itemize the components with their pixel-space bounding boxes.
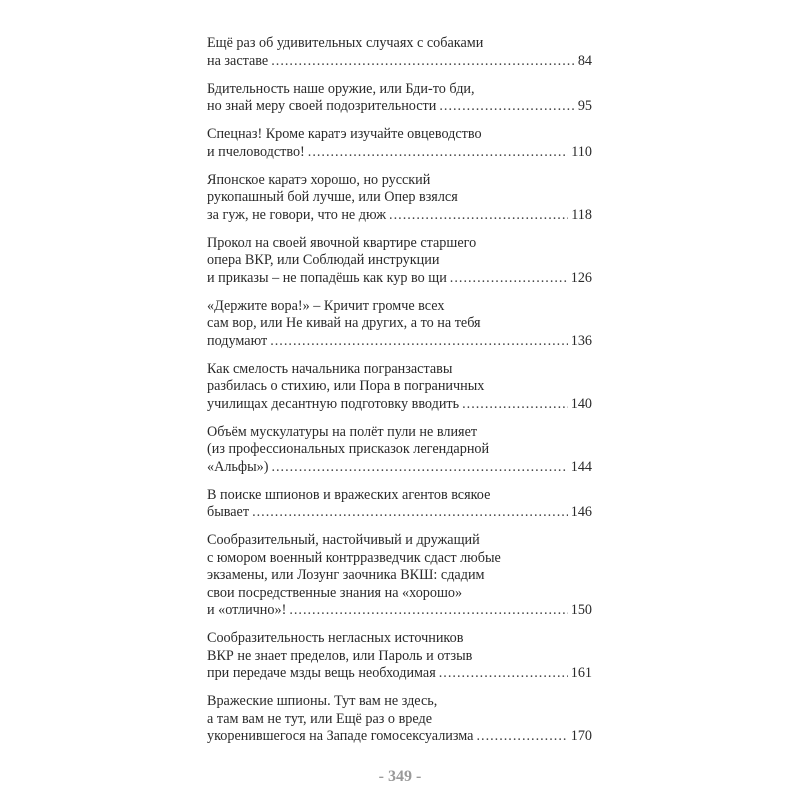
toc-entry-line: Японское каратэ хорошо, но русский [207,171,431,188]
dot-leader [389,207,568,225]
toc-entry [207,693,592,746]
toc-entry [207,630,592,683]
toc-entry-line: с юмором военный контрразведчик сдаст любые [207,549,501,566]
toc-entry-text: бывает [207,504,250,520]
toc-entry-page: 84 [577,52,592,69]
dot-leader [289,602,567,620]
toc-entry-line: а там вам не тут, или Ещё раз о вреде [207,710,432,727]
toc-entry-line: Объём мускулатуры на полёт пули не влияет [207,423,478,440]
toc-entry-last-line [207,53,592,71]
toc-entry-last-line [207,98,592,116]
dot-leader [252,504,568,522]
page-number: - 349 - [378,768,422,785]
toc-entry-page: 110 [571,143,592,160]
toc-entry-page: 118 [571,206,592,223]
toc-entry-text: и пчеловодство! [207,143,305,160]
toc-entry-line: Сообразительный, настойчивый и дружащий [207,532,480,548]
toc-entry [207,81,592,116]
toc-entry-line: «Держите вора!» – Кричит громче всех [207,297,445,314]
toc-entry-last-line [207,665,592,683]
toc-entry [207,424,592,477]
toc-entry-page: 146 [570,504,592,520]
dot-leader [450,270,568,288]
toc-entry-line: опера ВКР, или Соблюдай инструкции [207,252,440,268]
toc-entry-page: 170 [570,728,592,744]
toc-entry-line: рукопашный бой лучше, или Опер взялся [207,189,458,205]
toc-entry-line: сам вор, или Не кивай на других, а то на тебя [207,315,481,331]
toc-entry-line: Бдительность наше оружие, или Бди-то бди, [207,80,475,97]
toc-entry-page: 95 [577,98,592,114]
toc-entry [207,172,592,225]
toc-entry-text: и приказы – не попадёшь как кур во щи [207,269,447,286]
toc-entry [207,361,592,414]
toc-entry-line: Спецназ! Кроме каратэ изучайте овцеводство [207,126,482,142]
toc-entry-line: Прокол на своей явочной квартире старшего [207,234,477,251]
toc-entry-line: экзамены, или Лозунг заочника ВКШ: сдадим [207,567,485,583]
toc-entry [207,532,592,620]
toc-entry-line: Вражеские шпионы. Тут вам не здесь, [207,693,438,709]
toc-entry [207,487,592,522]
toc-entry-page: 161 [570,665,592,681]
toc-entry-text: укоренившегося на Западе гомосексуализма [207,728,474,744]
dot-leader [271,53,575,71]
toc-entry-text: подумают [207,332,268,349]
table-of-contents [207,35,592,756]
toc-entry-last-line [207,144,592,162]
toc-entry-last-line [207,459,592,477]
toc-entry-text: училищах десантную подготовку вводить [207,395,460,412]
toc-entry-text: за гуж, не говори, что не дюж [207,206,387,223]
dot-leader [271,459,567,477]
toc-entry-last-line [207,504,592,522]
toc-entry-line: В поиске шпионов и вражеских агентов всякое [207,486,491,503]
toc-entry-last-line [207,396,592,414]
toc-entry [207,126,592,161]
toc-entry-text: и «отлично»! [207,602,287,618]
toc-entry-page: 136 [570,332,592,349]
toc-entry-line: Ещё раз об удивительных случаях с собаками [207,35,484,51]
toc-entry-last-line [207,333,592,351]
toc-entry-line: Как смелость начальника погранзаставы [207,360,453,377]
toc-entry-last-line [207,270,592,288]
toc-entry-text: но знай меру своей подозрительности [207,98,437,114]
toc-entry-text: на заставе [207,52,269,69]
toc-entry-last-line [207,602,592,620]
dot-leader [476,728,567,746]
toc-entry-page: 140 [570,395,592,412]
toc-entry-last-line [207,207,592,225]
toc-entry-page: 150 [570,602,592,618]
dot-leader [270,333,568,351]
dot-leader [462,396,568,414]
toc-entry-page: 126 [570,269,592,286]
toc-entry-text: при передаче мзды вещь необходимая [207,665,436,681]
toc-entry-line: ВКР не знает пределов, или Пароль и отзыв [207,647,473,664]
toc-entry [207,235,592,288]
toc-entry-line: Сообразительность негласных источников [207,630,464,646]
toc-entry-last-line [207,728,592,746]
toc-entry-line: разбилась о стихию, или Пора в пограничных [207,378,485,394]
dot-leader [439,665,568,683]
toc-entry-text: «Альфы») [207,458,269,475]
dot-leader [439,98,574,116]
toc-entry-page: 144 [570,458,592,475]
toc-entry [207,35,592,70]
toc-entry [207,298,592,351]
toc-entry-line: (из профессиональных присказок легендарной [207,441,490,457]
dot-leader [308,144,568,162]
toc-entry-line: свои посредственные знания на «хорошо» [207,584,463,601]
